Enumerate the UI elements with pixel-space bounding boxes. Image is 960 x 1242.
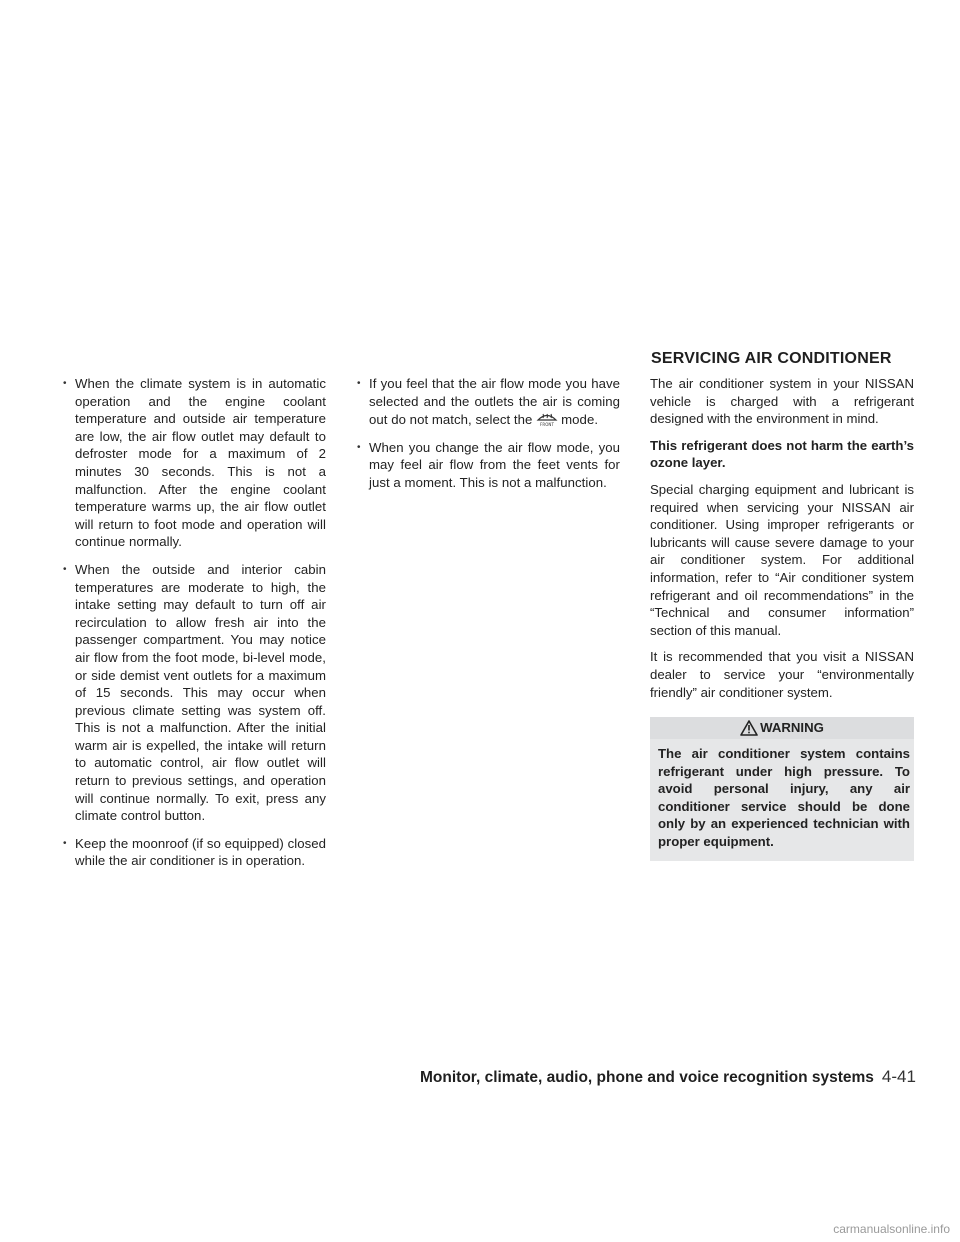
column-3: [650, 375, 914, 861]
bullet-item: • Keep the moonroof (if so equipped) closed while the air conditioner is in operation.: [62, 835, 326, 870]
paragraph-bold: This refrigerant does not harm the earth’s ozone layer.: [650, 437, 914, 471]
warning-triangle-icon: [740, 720, 758, 736]
bullet-item: [356, 375, 620, 429]
front-defroster-icon-label: FRONT: [540, 422, 555, 428]
bullet-text: If you feel that the air flow mode you have selected and the outlets the air is coming out do not match, select the: [369, 376, 620, 428]
watermark: carmanualsonline.info: [833, 1222, 950, 1236]
column-1: [62, 375, 326, 880]
column-2: [356, 375, 620, 502]
warning-header: [650, 717, 914, 739]
paragraph: Special charging equipment and lubricant is required when servicing your NISSAN air conditioner. Using improper refrigerants or lubricants will cause severe damage to your air conditioner system. For additional information, refer to “Air conditioner system refrigerant and oil recommendations” in the “Technical and consumer information” section of this manual.: [650, 481, 914, 638]
bullet-text-end: mode.: [561, 412, 599, 428]
bullet-item: • When the climate system is in automatic operation and the engine coolant temperature and outside air temperature are low, the air flow outlet may default to defroster mode for a maximum of 2 minutes 30 seconds. This is not a malfunction. After the engine coolant temperature warms up, the air flow outlet will return to foot mode and operation will continue normally.: [62, 375, 326, 551]
bullet-list-2: [356, 375, 620, 492]
bullet-item: • When the outside and interior cabin temperatures are moderate to high, the intake setting may default to turn off air recirculation to allow fresh air into the passenger compartment. You may notice air flow from the foot mode, bi-level mode, or side demist vent outlets for a maximum of 15 seconds. This may occur when previous climate setting was system off. This is not a malfunction. After the initial warm air is expelled, the intake will return to automatic control, air flow outlet will return to previous settings, and operation will continue normally. To exit, press any climate control button.: [62, 561, 326, 825]
bullet-list-1: [62, 375, 326, 870]
page-number: 4-41: [881, 1067, 916, 1086]
front-defroster-icon: [536, 410, 558, 427]
bullet-item: • When you change the air flow mode, you may feel air flow from the feet vents for just a moment. This is not a malfunction.: [356, 439, 620, 492]
warning-title: WARNING: [760, 720, 824, 736]
footer-section-title: Monitor, climate, audio, phone and voice recognition systems: [420, 1069, 874, 1086]
paragraph: The air conditioner system in your NISSAN vehicle is charged with a refrigerant designed with the environment in mind.: [650, 376, 914, 427]
warning-text: The air conditioner system contains refrigerant under high pressure. To avoid personal injury, any air conditioner service should be done only by an experienced technician with proper equipment.: [658, 746, 910, 850]
section-heading: SERVICING AIR CONDITIONER: [651, 350, 892, 367]
paragraph: It is recommended that you visit a NISSAN dealer to service your “environmentally friendly” air conditioner system.: [650, 649, 914, 700]
warning-box: [650, 717, 914, 861]
page-footer: [420, 1067, 915, 1087]
